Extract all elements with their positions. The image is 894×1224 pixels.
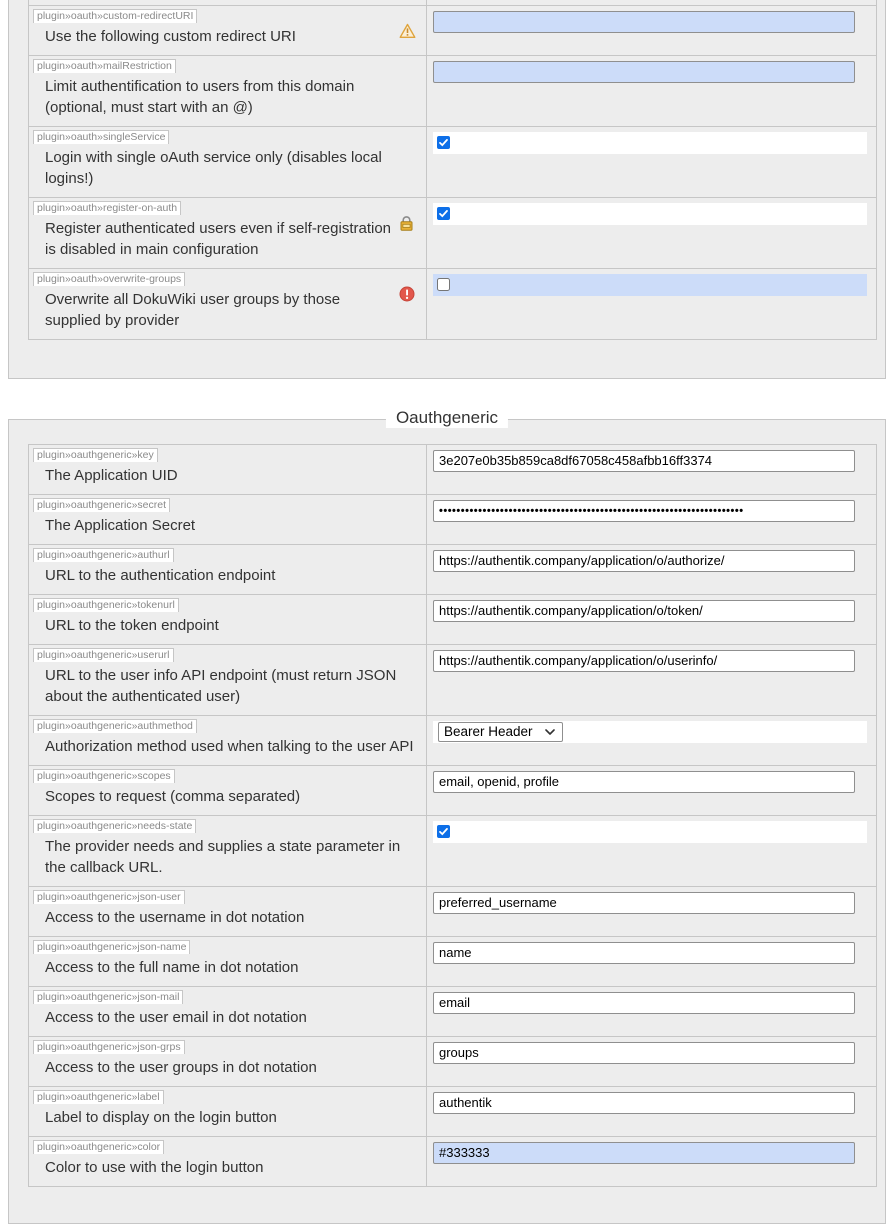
config-row-authurl (29, 544, 877, 594)
config-section-oauth (8, 0, 886, 379)
setting-label: URL to the authentication endpoint (45, 566, 276, 584)
setting-key: plugin»oauthgeneric»label (33, 1090, 164, 1104)
config-section-oauthgeneric (8, 407, 886, 1224)
setting-key: plugin»oauth»singleService (33, 130, 169, 144)
select-value-authmethod: Bearer Header (444, 724, 533, 739)
setting-label-cell (29, 1136, 427, 1186)
setting-label-cell (29, 444, 427, 494)
setting-label-cell (29, 644, 427, 715)
setting-label: Register authenticated users even if self-registration is disabled in main configuration (45, 219, 392, 258)
config-row-custom-redirectURI (29, 5, 877, 55)
section-legend: Oauthgeneric (386, 408, 508, 428)
setting-label: Limit authentification to users from this domain (optional, must start with an @) (45, 77, 355, 116)
config-row-needs-state (29, 815, 877, 886)
setting-label-cell (29, 765, 427, 815)
setting-label: Label to display on the login button (45, 1108, 277, 1126)
config-row-userurl (29, 644, 877, 715)
setting-label: Overwrite all DokuWiki user groups by those supplied by provider (45, 290, 341, 329)
config-row-overwrite-groups (29, 268, 877, 339)
checkbox-strip-overwrite-groups (433, 274, 867, 296)
setting-value-cell (427, 765, 877, 815)
config-row-tokenurl (29, 594, 877, 644)
setting-label: The provider needs and supplies a state parameter in the callback URL. (45, 837, 401, 876)
checkbox-strip-singleService (433, 132, 867, 154)
text-input-userurl[interactable] (433, 650, 855, 672)
chevron-down-icon (545, 729, 555, 735)
setting-key: plugin»oauth»overwrite-groups (33, 272, 185, 286)
setting-label: URL to the token endpoint (45, 616, 219, 634)
setting-key: plugin»oauth»mailRestriction (33, 59, 176, 73)
text-input-label[interactable] (433, 1092, 855, 1114)
setting-key: plugin»oauthgeneric»scopes (33, 769, 175, 783)
setting-label-cell (29, 197, 427, 268)
text-input-key[interactable] (433, 450, 855, 472)
setting-label: Use the following custom redirect URI (45, 27, 296, 45)
text-input-custom-redirectURI[interactable] (433, 11, 855, 33)
setting-label: The Application Secret (45, 516, 196, 534)
text-input-json-name[interactable] (433, 942, 855, 964)
password-input-secret[interactable] (433, 500, 855, 522)
checkbox-needs-state[interactable] (437, 825, 450, 838)
setting-key: plugin»oauthgeneric»tokenurl (33, 598, 179, 612)
config-table (28, 0, 877, 340)
config-row-label (29, 1086, 877, 1136)
setting-value-cell (427, 544, 877, 594)
setting-key: plugin»oauthgeneric»userurl (33, 648, 174, 662)
config-row-mailRestriction (29, 55, 877, 126)
setting-value-cell (427, 886, 877, 936)
setting-label-cell (29, 1086, 427, 1136)
setting-label-cell (29, 126, 427, 197)
setting-value-cell (427, 444, 877, 494)
setting-label: Access to the full name in dot notation (45, 958, 299, 976)
setting-key: plugin»oauth»register-on-auth (33, 201, 181, 215)
text-input-json-mail[interactable] (433, 992, 855, 1014)
setting-label-cell (29, 5, 427, 55)
setting-key: plugin»oauthgeneric»color (33, 1140, 164, 1154)
setting-label: Login with single oAuth service only (disables local logins!) (45, 148, 382, 187)
setting-value-cell (427, 986, 877, 1036)
setting-value-cell (427, 1136, 877, 1186)
text-input-authurl[interactable] (433, 550, 855, 572)
setting-value-cell (427, 197, 877, 268)
config-table (28, 444, 877, 1187)
setting-key: plugin»oauthgeneric»needs-state (33, 819, 196, 833)
setting-label: Access to the user groups in dot notation (45, 1058, 317, 1076)
setting-key: plugin»oauthgeneric»authurl (33, 548, 174, 562)
setting-label: URL to the user info API endpoint (must return JSON about the authenticated user) (45, 666, 397, 705)
setting-label-cell (29, 544, 427, 594)
setting-label: Scopes to request (comma separated) (45, 787, 301, 805)
text-input-tokenurl[interactable] (433, 600, 855, 622)
setting-label-cell (29, 1036, 427, 1086)
text-input-mailRestriction[interactable] (433, 61, 855, 83)
setting-key: plugin»oauthgeneric»key (33, 448, 158, 462)
checkbox-register-on-auth[interactable] (437, 207, 450, 220)
error-icon (399, 286, 416, 302)
select-strip-authmethod (433, 721, 867, 743)
config-row-color (29, 1136, 877, 1186)
setting-key: plugin»oauth»custom-redirectURI (33, 9, 197, 23)
setting-value-cell (427, 815, 877, 886)
setting-label-cell (29, 886, 427, 936)
setting-value-cell (427, 1036, 877, 1086)
config-row-register-on-auth (29, 197, 877, 268)
checkbox-strip-needs-state (433, 821, 867, 843)
setting-label-cell (29, 815, 427, 886)
checkbox-singleService[interactable] (437, 136, 450, 149)
setting-value-cell (427, 644, 877, 715)
setting-label: Access to the username in dot notation (45, 908, 305, 926)
config-row-key (29, 444, 877, 494)
text-input-scopes[interactable] (433, 771, 855, 793)
lock-icon (399, 215, 416, 231)
checkbox-overwrite-groups[interactable] (437, 278, 450, 291)
text-input-color[interactable] (433, 1142, 855, 1164)
setting-value-cell (427, 5, 877, 55)
setting-key: plugin»oauthgeneric»secret (33, 498, 170, 512)
setting-label-cell (29, 268, 427, 339)
setting-key: plugin»oauthgeneric»authmethod (33, 719, 197, 733)
checkbox-strip-register-on-auth (433, 203, 867, 225)
setting-label: Authorization method used when talking to the user API (45, 737, 414, 755)
setting-label: The Application UID (45, 466, 178, 484)
setting-value-cell (427, 1086, 877, 1136)
text-input-json-user[interactable] (433, 892, 855, 914)
setting-label-cell (29, 715, 427, 765)
config-row-json-grps (29, 1036, 877, 1086)
setting-label-cell (29, 494, 427, 544)
setting-value-cell (427, 715, 877, 765)
setting-value-cell (427, 126, 877, 197)
config-row-json-name (29, 936, 877, 986)
setting-value-cell (427, 594, 877, 644)
text-input-json-grps[interactable] (433, 1042, 855, 1064)
config-row-authmethod (29, 715, 877, 765)
config-row-json-user (29, 886, 877, 936)
setting-value-cell (427, 268, 877, 339)
select-authmethod[interactable] (438, 722, 563, 742)
config-row-scopes (29, 765, 877, 815)
setting-key: plugin»oauthgeneric»json-mail (33, 990, 183, 1004)
setting-label-cell (29, 594, 427, 644)
setting-value-cell (427, 936, 877, 986)
setting-label-cell (29, 936, 427, 986)
config-row-json-mail (29, 986, 877, 1036)
setting-key: plugin»oauthgeneric»json-user (33, 890, 185, 904)
setting-value-cell (427, 494, 877, 544)
setting-key: plugin»oauthgeneric»json-grps (33, 1040, 185, 1054)
setting-label-cell (29, 986, 427, 1036)
setting-value-cell (427, 55, 877, 126)
warning-icon (399, 23, 416, 39)
config-row-singleService (29, 126, 877, 197)
setting-key: plugin»oauthgeneric»json-name (33, 940, 190, 954)
config-row-secret (29, 494, 877, 544)
setting-label: Access to the user email in dot notation (45, 1008, 307, 1026)
setting-label-cell (29, 55, 427, 126)
setting-label: Color to use with the login button (45, 1158, 264, 1176)
